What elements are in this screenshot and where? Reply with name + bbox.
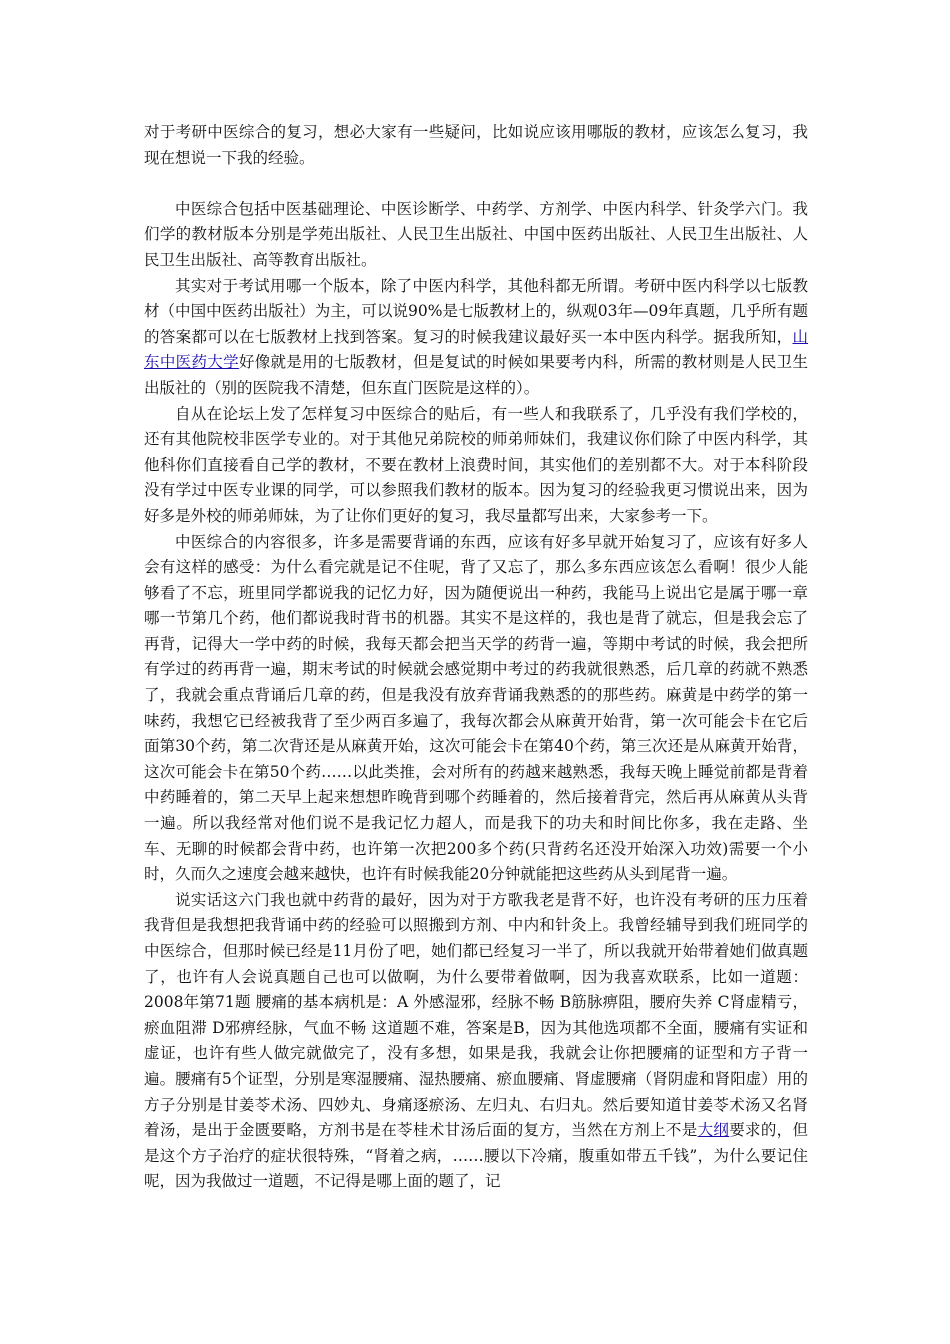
syllabus-link[interactable]: 大纲 xyxy=(697,1121,730,1140)
paragraph-exam-practice xyxy=(144,888,808,1195)
paragraph-intro: 对于考研中医综合的复习，想必大家有一些疑问，比如说应该用哪版的教材，应该怎么复习，我现在想说一下我的经验。 xyxy=(144,123,808,167)
university-link[interactable]: 山东中医药大学 xyxy=(144,327,808,372)
paragraph-textbook-version xyxy=(144,274,808,402)
paragraph-text: 说实话这六门我也就中药背的最好，因为对于方歌我老是背不好，也许没有考研的压力压着我背但是我想把我背诵中药的经验可以照搬到方剂、中内和针灸上。我曾经辅导到我们班同学的中医综合，但那时候已经是11月份了吧，她们都已经复习一半了，所以我就开始带着她们做真题了，也许有人会说真题自己也可以做啊，为什么要带着做啊，因为我喜欢联系，比如一道题：2008年第71题 腰痛的基本病机是：A 外感湿邪，经脉不畅 B筋脉痹阻，腰府失养 C肾虚精亏，瘀血阻滞 D邪痹经脉，气血不畅 这道题不难，答案是B，因为其他选项都不全面，腰痛有实证和虚证，也许有些人做完就做完了，没有多想，如果是我，我就会让你把腰痛的证型和方子背一遍。腰痛有5个证型，分别是寒湿腰痛、湿热腰痛、瘀血腰痛、肾虚腰痛（肾阴虚和肾阳虚）用的方子分别是甘姜苓术汤、四妙丸、身痛逐瘀汤、左归丸、右归丸。然后要知道甘姜苓术汤又名肾着汤，是出于金匮要略，方剂书是在苓桂术甘汤后面的复方，当然在方剂上不是 xyxy=(144,890,808,1140)
paragraph-memorization: 中医综合的内容很多，许多是需要背诵的东西，应该有好多早就开始复习了，应该有好多人会有这样的感受：为什么看完就是记不住呢，背了又忘了，那么多东西应该怎么看啊！很少人能够看了不忘，班里同学都说我的记忆力好，因为随便说出一种药，我能马上说出它是属于哪一章哪一节第几个药，他们都说我时背书的机器。其实不是这样的，我也是背了就忘，但是我会忘了再背，记得大一学中药的时候，我每天都会把当天学的药背一遍，等期中考试的时候，我会把所有学过的药再背一遍，期末考试的时候就会感觉期中考过的药我就很熟悉，后几章的药就不熟悉了，我就会重点背诵后几章的药，但是我没有放弃背诵我熟悉的的那些药。麻黄是中药学的第一味药，我想它已经被我背了至少两百多遍了，我每次都会从麻黄开始背，第一次可能会卡在它后面第30个药，第二次背还是从麻黄开始，这次可能会卡在第40个药，第三次还是从麻黄开始背，这次可能会卡在第50个药……以此类推，会对所有的药越来越熟悉，我每天晚上睡觉前都是背着中药睡着的，第二天早上起来想想昨晚背到哪个药睡着的，然后接着背完，然后再从麻黄从头背一遍。所以我经常对他们说不是我记忆力超人，而是我下的功夫和时间比你多，我在走路、坐车、无聊的时候都会背中药，也许第一次把200多个药(只背药名还没开始深入功效)需要一个小时，久而久之速度会越来越快，也许有时候我能20分钟就能把这些药从头到尾背一遍。 xyxy=(144,532,808,884)
paragraph-forum-contact: 自从在论坛上发了怎样复习中医综合的贴后，有一些人和我联系了，几乎没有我们学校的，还有其他院校非医学专业的。对于其他兄弟院校的师弟师妹们，我建议你们除了中医内科学，其他科你们直接看自己学的教材，不要在教材上浪费时间，其实他们的差别都不大。对于本科阶段没有学过中医专业课的同学，可以参照我们教材的版本。因为复习的经验我更习惯说出来，因为好多是外校的师弟师妹，为了让你们更好的复习，我尽量都写出来，大家参考一下。 xyxy=(144,404,808,525)
paragraph-text: 好像就是用的七版教材，但是复试的时候如果要考内科，所需的教材则是人民卫生出版社的（别的医院我不清楚，但东直门医院是这样的）。 xyxy=(144,353,808,397)
paragraph-text: 其实对于考试用哪一个版本，除了中医内科学，其他科都无所谓。考研中医内科学以七版教材（中国中医药出版社）为主，可以说90%是七版教材上的，纵观03年—09年真题，几乎所有题的答案都可以在七版教材上找到答案。复习的时候我建议最好买一本中医内科学。据我所知， xyxy=(144,276,808,346)
document-body xyxy=(144,120,808,1195)
paragraph-text: 要求的，但是这个方子治疗的症状很特殊，“肾着之病，……腰以下冷痛，腹重如带五千钱”，为什么要记住呢，因为我做过一道题，不记得是哪上面的题了，记 xyxy=(144,1121,808,1191)
paragraph-subjects: 中医综合包括中医基础理论、中医诊断学、中药学、方剂学、中医内科学、针灸学六门。我们学的教材版本分别是学苑出版社、人民卫生出版社、中国中医药出版社、人民卫生出版社、人民卫生出版社、高等教育出版社。 xyxy=(144,199,808,269)
